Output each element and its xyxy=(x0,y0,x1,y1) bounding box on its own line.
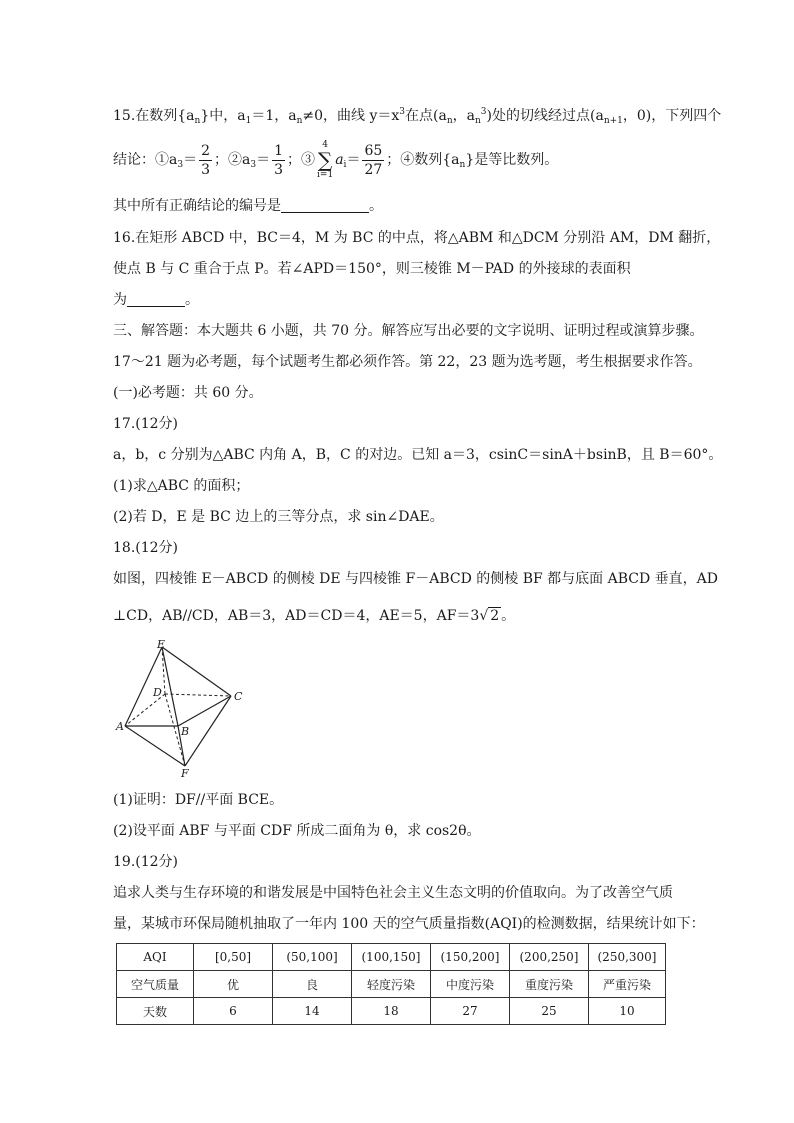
table-cell: 严重污染 xyxy=(589,971,666,998)
row-header: 天数 xyxy=(117,998,194,1025)
subscript: n+1 xyxy=(603,116,623,126)
superscript: 3 xyxy=(399,107,406,117)
table-cell: 优 xyxy=(194,971,273,998)
subscript: n xyxy=(475,116,481,126)
text: ；④数列{a xyxy=(386,152,460,168)
summation xyxy=(317,140,333,180)
vertex-label-C: C xyxy=(234,690,243,703)
subscript: i xyxy=(343,160,347,170)
table-cell: 14 xyxy=(273,998,352,1025)
subscript: 3 xyxy=(250,160,257,170)
table-cell: (50,100] xyxy=(273,944,352,971)
vertex-label-A: A xyxy=(116,720,124,733)
table-row xyxy=(117,998,666,1025)
sigma-symbol: ∑ xyxy=(317,148,333,172)
q15-line-1 xyxy=(113,102,721,131)
square-root xyxy=(479,606,501,626)
fraction-numerator: 1 xyxy=(274,142,284,159)
table-cell: [0,50] xyxy=(194,944,273,971)
fraction xyxy=(362,142,384,179)
text: a xyxy=(335,152,344,168)
text: ＝ xyxy=(183,152,198,168)
text: ；③ xyxy=(287,152,316,168)
q18-line-1: 如图，四棱锥 E－ABCD 的侧棱 DE 与四棱锥 F－ABCD 的侧棱 BF 都与底面 ABCD 垂直，AD xyxy=(113,571,718,587)
aqi-table xyxy=(116,943,666,1025)
edge-BC xyxy=(178,696,231,726)
section-3-line-3: (一)必考题：共 60 分。 xyxy=(113,385,263,401)
sum-upper-limit: 4 xyxy=(322,140,328,150)
table-cell: (150,200] xyxy=(431,944,510,971)
text: 为 xyxy=(113,292,127,308)
fraction-denominator: 3 xyxy=(274,161,284,178)
subscript: n xyxy=(296,116,303,126)
superscript: 3 xyxy=(480,107,487,117)
fraction xyxy=(272,142,285,179)
row-header: AQI xyxy=(117,944,194,971)
text: 15.在数列{a xyxy=(113,108,195,124)
text: ＝ xyxy=(256,152,271,168)
text: 在点(a xyxy=(405,108,447,124)
table-row xyxy=(117,971,666,998)
section-3-line-2: 17～21 题为必考题，每个试题考生都必须作答。第 22，23 题为选考题，考生根据要求作答。 xyxy=(113,354,702,370)
edge-DC-hidden xyxy=(165,694,231,696)
subscript: n xyxy=(459,160,466,170)
table-cell: 10 xyxy=(589,998,666,1025)
q18-heading: 18.(12分) xyxy=(113,540,179,556)
fraction-denominator: 27 xyxy=(364,161,383,178)
q15-line-2 xyxy=(113,140,558,184)
text: ，0)，下列四个 xyxy=(622,108,722,124)
table-cell: (250,300] xyxy=(589,944,666,971)
vertex-label-F: F xyxy=(181,767,189,780)
pyramid-figure xyxy=(113,640,253,780)
table-cell: 中度污染 xyxy=(431,971,510,998)
text: }中，a xyxy=(200,108,246,124)
subscript: n xyxy=(446,116,453,126)
answer-blank xyxy=(127,292,185,307)
subscript: n xyxy=(194,116,201,126)
q15-line-3 xyxy=(113,196,383,216)
sum-lower-limit: i=1 xyxy=(317,170,334,180)
text: )处的切线经过点(a xyxy=(486,108,604,124)
q17-heading: 17.(12分) xyxy=(113,416,179,432)
table-cell: 重度污染 xyxy=(510,971,589,998)
text: ≠0，曲线 y＝x xyxy=(302,108,400,124)
subscript: 3 xyxy=(177,160,184,170)
answer-blank xyxy=(281,198,369,213)
row-header: 空气质量 xyxy=(117,971,194,998)
text: 。 xyxy=(501,608,516,624)
q16-line-1: 16.在矩形 ABCD 中，BC＝4，M 为 BC 的中点，将△ABM 和△DCM 分别沿 AM，DM 翻折， xyxy=(113,230,721,246)
vertex-label-D: D xyxy=(153,686,162,699)
text: ，a xyxy=(452,108,475,124)
table-cell: 6 xyxy=(194,998,273,1025)
subscript: 1 xyxy=(245,116,252,126)
vertex-label-B: B xyxy=(181,725,190,738)
table-cell: 18 xyxy=(352,998,431,1025)
text: 其中所有正确结论的编号是 xyxy=(113,198,281,214)
q19-line-2: 量，某城市环保局随机抽取了一年内 100 天的空气质量指数(AQI)的检测数据，结果统计如下： xyxy=(113,916,705,932)
edge-CF xyxy=(185,696,231,766)
text: ⊥CD，AB//CD，AB＝3，AD＝CD＝4，AE＝5，AF＝3 xyxy=(113,608,480,624)
table-cell: 良 xyxy=(273,971,352,998)
q17-part-1: (1)求△ABC 的面积； xyxy=(113,478,250,494)
q19-heading: 19.(12分) xyxy=(113,854,179,870)
q17-body: a，b，c 分别为△ABC 内角 A，B，C 的对边。已知 a＝3，csinC＝sinA＋bsinB，且 B＝60°。 xyxy=(113,447,723,463)
q19-line-1: 追求人类与生存环境的和谐发展是中国特色社会主义生态文明的价值取向。为了改善空气质 xyxy=(113,885,673,901)
vertex-label-E: E xyxy=(157,640,166,651)
text: 。 xyxy=(369,198,383,214)
radicand: 2 xyxy=(490,608,500,624)
text: }是等比数列。 xyxy=(465,152,559,168)
fraction-numerator: 2 xyxy=(201,142,211,159)
table-cell: 25 xyxy=(510,998,589,1025)
radical-sign: √ xyxy=(479,608,489,624)
text: ＝1，a xyxy=(251,108,297,124)
text: 结论：①a xyxy=(113,152,178,168)
text: 。 xyxy=(185,292,199,308)
fraction-denominator: 3 xyxy=(201,161,211,178)
q17-part-2: (2)若 D，E 是 BC 边上的三等分点，求 sin∠DAE。 xyxy=(113,509,444,525)
edge-EC xyxy=(162,647,231,696)
section-3-line-1: 三、解答题：本大题共 6 小题，共 70 分。解答应写出必要的文字说明、证明过程或演算步骤。 xyxy=(113,323,704,339)
q18-part-1: (1)证明：DF//平面 BCE。 xyxy=(113,792,284,808)
text: ＝ xyxy=(346,152,361,168)
table-cell: 轻度污染 xyxy=(352,971,431,998)
q16-line-2: 使点 B 与 C 重合于点 P。若∠APD＝150°，则三棱锥 M－PAD 的外接球的表面积 xyxy=(113,261,631,277)
table-cell: (200,250] xyxy=(510,944,589,971)
table-cell: (100,150] xyxy=(352,944,431,971)
q18-part-2: (2)设平面 ABF 与平面 CDF 所成二面角为 θ，求 cos2θ。 xyxy=(113,823,481,839)
fraction-numerator: 65 xyxy=(364,142,383,159)
table-cell: 27 xyxy=(431,998,510,1025)
text: ；②a xyxy=(214,152,251,168)
q16-line-3 xyxy=(113,290,199,310)
fraction xyxy=(199,142,212,179)
q18-line-2 xyxy=(113,606,515,626)
table-row xyxy=(117,944,666,971)
